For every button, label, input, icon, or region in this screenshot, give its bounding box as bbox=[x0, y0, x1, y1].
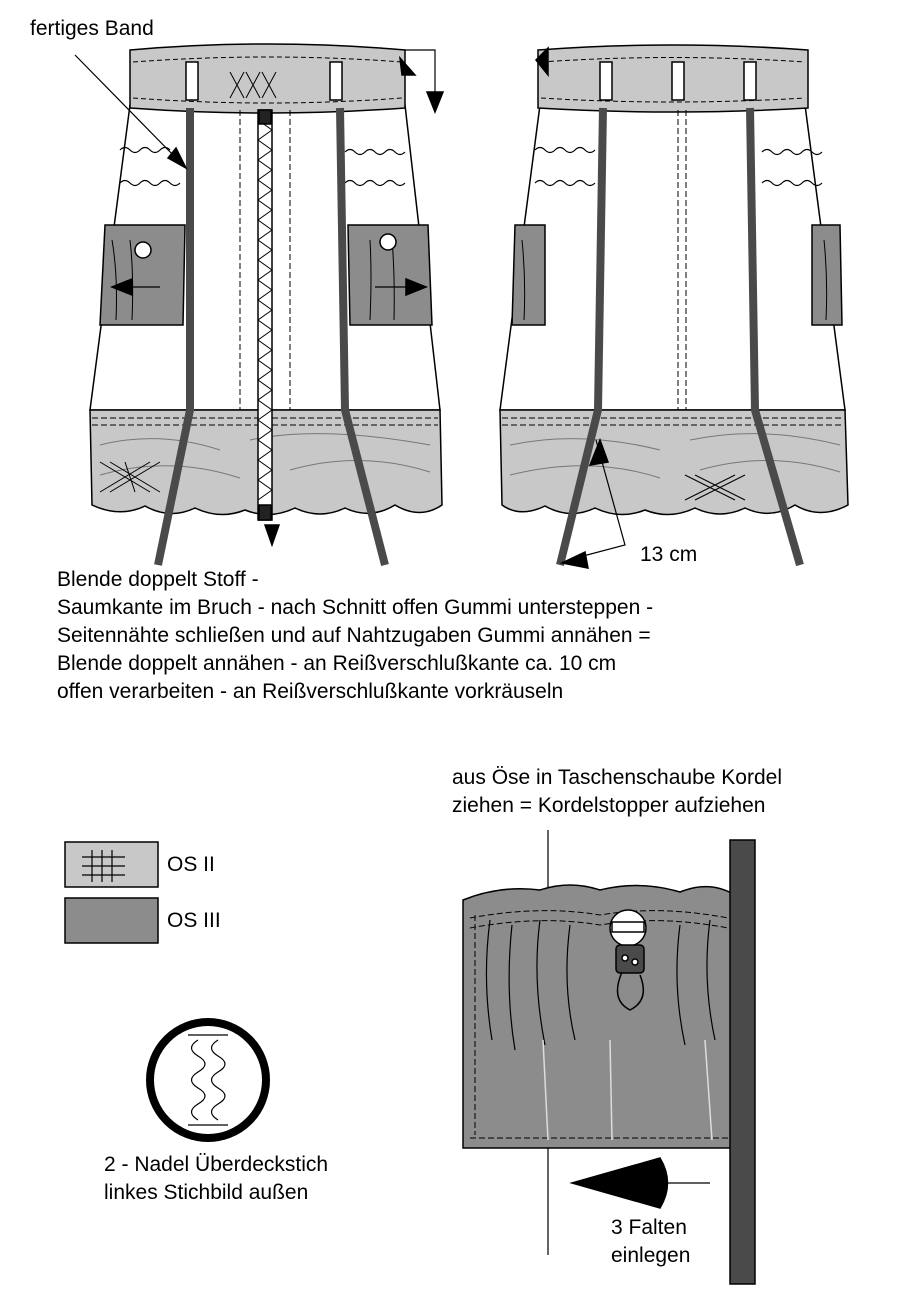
back-skirt-body bbox=[500, 105, 845, 410]
pocket-detail bbox=[463, 830, 755, 1284]
folds-line: 3 Falten bbox=[611, 1216, 687, 1239]
skirt-back-view bbox=[500, 45, 848, 568]
label-fertiges-band: fertiges Band bbox=[30, 17, 154, 40]
fabric-legend bbox=[65, 842, 158, 943]
instruction-line: Saumkante im Bruch - nach Schnitt offen Gummi untersteppen - bbox=[57, 596, 654, 619]
front-left-pocket bbox=[100, 225, 185, 325]
belt-loop bbox=[186, 62, 198, 100]
front-waistband bbox=[130, 44, 405, 113]
back-right-pocket bbox=[812, 225, 842, 325]
stitch-caption bbox=[104, 1151, 328, 1207]
instruction-line: Blende doppelt annähen - an Reißverschlußkante ca. 10 cm bbox=[57, 652, 617, 675]
legend-swatch-os3 bbox=[65, 898, 158, 943]
waistband-strip bbox=[730, 840, 755, 1284]
instruction-line: Blende doppelt Stoff - bbox=[57, 568, 259, 591]
instruction-line: offen verarbeiten - an Reißverschlußkante vorkräuseln bbox=[57, 680, 564, 703]
legend-label-os2: OS II bbox=[167, 853, 215, 876]
belt-loop bbox=[744, 62, 756, 100]
belt-loop bbox=[672, 62, 684, 100]
stitch-line: 2 - Nadel Überdeckstich bbox=[104, 1153, 329, 1176]
folds-line: einlegen bbox=[611, 1244, 691, 1267]
back-left-pocket bbox=[512, 225, 545, 325]
cord-instruction bbox=[452, 764, 782, 820]
belt-loop bbox=[600, 62, 612, 100]
belt-loop bbox=[330, 62, 342, 100]
label-measurement: 13 cm bbox=[640, 543, 698, 566]
fold-arrow-icon bbox=[572, 1158, 668, 1208]
stitch-line: linkes Stichbild außen bbox=[104, 1181, 309, 1204]
skirt-front-view bbox=[75, 44, 443, 565]
instruction-text bbox=[57, 566, 653, 706]
cord-line: ziehen = Kordelstopper aufziehen bbox=[452, 794, 766, 817]
folds-caption bbox=[611, 1214, 690, 1270]
instruction-line: Seitennähte schließen und auf Nahtzugaben Gummi annähen = bbox=[57, 624, 651, 647]
coverstitch-icon bbox=[150, 1022, 266, 1138]
legend-label-os3: OS III bbox=[167, 909, 221, 932]
cord-line: aus Öse in Taschenschaube Kordel bbox=[452, 766, 782, 789]
